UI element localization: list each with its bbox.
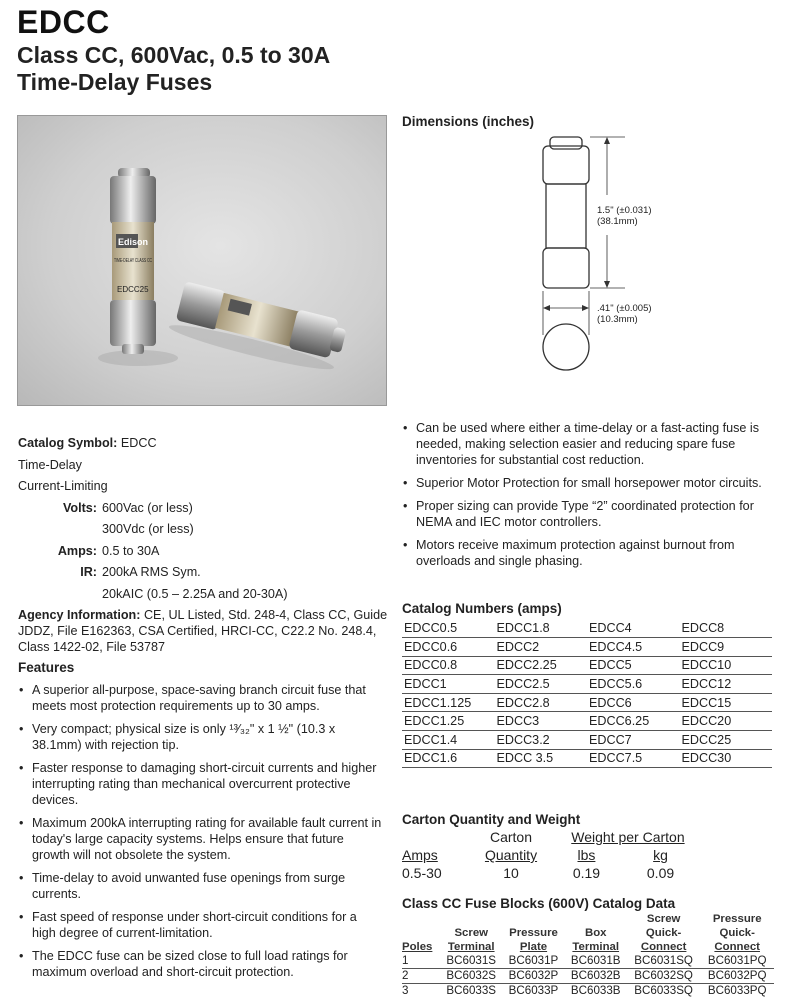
benefits-list: [402, 420, 772, 576]
time-delay-text: Time-Delay: [18, 457, 82, 472]
catalog-number: EDCC1.125: [402, 693, 495, 712]
subtitle-line-1: Class CC, 600Vac, 0.5 to 30A: [17, 42, 331, 68]
fuse-blocks-table: [402, 912, 774, 998]
carton-quantity: 10: [503, 865, 519, 881]
catalog-number: EDCC1: [402, 675, 495, 694]
header-line: Box: [584, 927, 607, 939]
fuse-blocks-heading: Class CC Fuse Blocks (600V) Catalog Data: [402, 896, 676, 911]
header-line: Pressure: [509, 927, 558, 939]
catalog-row: [402, 619, 772, 638]
catalog-number: EDCC0.6: [402, 638, 495, 657]
fuse-block-row: [402, 969, 774, 984]
fuse-block-part-number: BC6033PQ: [707, 984, 767, 997]
catalog-number: EDCC5.6: [587, 675, 680, 694]
carton-amps: 0.5-30: [402, 865, 442, 881]
feature-item: • Time-delay to avoid unwanted fuse openings from surge currents.: [18, 870, 383, 902]
header-line: Screw: [646, 913, 681, 925]
fuse-block-part-number: BC6032PQ: [700, 969, 774, 984]
catalog-number: EDCC9: [680, 638, 773, 657]
subtitle-line-2: Time-Delay Fuses: [17, 69, 213, 95]
carton-label: Carton: [489, 829, 533, 845]
catalog-number: EDCC2.8: [495, 693, 588, 712]
volts-dc: 300Vdc (or less): [102, 522, 194, 536]
col-kg: kg: [653, 847, 668, 863]
catalog-number: EDCC2.5: [495, 675, 588, 694]
agency-label: Agency Information:: [18, 608, 141, 622]
catalog-number: EDCC2.25: [495, 656, 588, 675]
catalog-number: EDCC 3.5: [495, 749, 588, 768]
poles-value: 1: [402, 954, 440, 969]
catalog-number: EDCC1.8: [495, 619, 588, 638]
amps-value: 0.5 to 30A: [102, 543, 160, 558]
length-inches: 1.5" (±0.031): [597, 205, 652, 216]
catalog-number: EDCC30: [680, 749, 773, 768]
col-quantity: Quantity: [484, 847, 538, 863]
length-mm: (38.1mm): [597, 216, 638, 227]
agency-value: CE, UL Listed, Std. 248-4, Class CC, Guide JDDZ, File E162363, CSA Certified, HRCI-CC, C22.2 No. 248.4, Class 1422-02, File 53787: [18, 608, 388, 654]
catalog-number: EDCC0.5: [402, 619, 495, 638]
fuse-block-part-number: BC6031B: [565, 954, 627, 969]
benefit-item: • Proper sizing can provide Type “2” coordinated protection for NEMA and IEC motor controllers.: [402, 498, 772, 530]
fuse-block-part-number: BC6032S: [440, 969, 502, 984]
benefit-item: • Motors receive maximum protection against burnout from overloads and single phasing.: [402, 537, 772, 569]
diameter-mm: (10.3mm): [597, 314, 638, 325]
poles-value: 3: [402, 984, 409, 997]
feature-item: • Very compact; physical size is only ¹³⁄₃₂" x 1 ½" (10.3 x 38.1mm) with rejection tip.: [18, 721, 383, 753]
header-line: Screw: [454, 927, 489, 939]
catalog-number: EDCC25: [680, 731, 773, 750]
fuse-brand-label: Edison: [118, 237, 149, 247]
feature-item: • Faster response to damaging short-circuit currents and higher interrupting rating than mechanical overcurrent protective devices.: [18, 760, 383, 808]
ir-label: IR:: [80, 565, 97, 579]
fuse-block-part-number: BC6033B: [570, 984, 621, 997]
fuse-block-part-number: BC6033S: [446, 984, 497, 997]
fuse-block-part-number: BC6033SQ: [634, 984, 693, 997]
ir-value-2: 20kAIC (0.5 – 2.25A and 20-30A): [102, 586, 288, 601]
fuse-type-label: TIME-DELAY CLASS CC: [114, 258, 153, 264]
catalog-number: EDCC12: [680, 675, 773, 694]
current-limiting-text: Current-Limiting: [18, 479, 108, 493]
fuse-code-label: EDCC25: [117, 285, 149, 294]
catalog-number: EDCC10: [680, 656, 773, 675]
fuse-block-column-header: [627, 912, 701, 954]
fuse-blocks-section: [402, 896, 774, 998]
amps-label: Amps:: [57, 543, 97, 558]
catalog-number: EDCC3: [495, 712, 588, 731]
catalog-symbol-label: Catalog Symbol:: [18, 436, 118, 450]
catalog-number: EDCC6: [587, 693, 680, 712]
catalog-row: [402, 675, 772, 694]
catalog-number: EDCC3.2: [495, 731, 588, 750]
ir-value-1: 200kA RMS Sym.: [102, 565, 201, 579]
agency-information: [18, 607, 388, 655]
carton-table: [402, 828, 702, 882]
header-line: Terminal: [572, 941, 620, 953]
specifications: [18, 433, 388, 655]
catalog-numbers-table: [402, 619, 772, 768]
header-line: Connect: [714, 941, 760, 953]
header-line: Terminal: [447, 941, 495, 953]
catalog-number: EDCC1.4: [402, 731, 495, 750]
catalog-number: EDCC20: [680, 712, 773, 731]
header-line: Quick-: [645, 927, 682, 939]
header-line: Quick-: [719, 927, 755, 939]
fuse-block-column-header: [700, 912, 774, 954]
catalog-number: EDCC5: [587, 656, 680, 675]
header-line: Pressure: [712, 913, 762, 925]
catalog-symbol-value: EDCC: [120, 436, 157, 450]
fuse-block-part-number: BC6032B: [565, 969, 627, 984]
catalog-row: [402, 638, 772, 657]
header-line: [402, 926, 440, 940]
fuse-block-part-number: BC6031P: [502, 954, 564, 969]
feature-item: • Maximum 200kA interrupting rating for available fault current in today's large capacity systems. Helps ensure that future growth will not obsolete the system.: [18, 815, 383, 863]
fuse-block-column-header: [502, 912, 564, 954]
catalog-numbers: [402, 601, 772, 768]
col-lbs: lbs: [577, 847, 596, 863]
fuse-block-part-number: BC6031PQ: [700, 954, 774, 969]
carton-heading: Carton Quantity and Weight: [402, 812, 581, 827]
product-photo: [17, 115, 387, 406]
catalog-number: EDCC0.8: [402, 656, 495, 675]
col-amps: Amps: [402, 847, 438, 863]
product-subtitle: [17, 42, 330, 96]
product-code-title: EDCC: [17, 4, 110, 40]
fuse-block-row: [402, 954, 774, 969]
carton-kg: 0.09: [646, 865, 675, 881]
volts-ac: 600Vac (or less): [102, 500, 193, 515]
fuse-block-column-header: [440, 912, 502, 954]
catalog-row: [402, 749, 772, 768]
fuse-block-part-number: BC6033P: [508, 984, 559, 997]
carton-lbs: 0.19: [572, 865, 601, 881]
fuse-block-part-number: BC6032P: [502, 969, 564, 984]
catalog-number: EDCC4.5: [587, 638, 680, 657]
feature-item: • A superior all-purpose, space-saving branch circuit fuse that meets most protection requirements up to 30 amps.: [18, 682, 383, 714]
catalog-number: EDCC15: [680, 693, 773, 712]
catalog-number: EDCC7: [587, 731, 680, 750]
fuse-photo-illustration: [18, 116, 387, 406]
fuse-dimension-diagram: [500, 135, 640, 380]
fuse-block-row: [402, 984, 774, 999]
catalog-numbers-heading: Catalog Numbers (amps): [402, 601, 562, 616]
catalog-number: EDCC1.6: [402, 749, 495, 768]
fuse-block-part-number: BC6031S: [440, 954, 502, 969]
features-heading: Features: [18, 660, 75, 675]
header-line: Connect: [640, 941, 687, 953]
catalog-number: EDCC1.25: [402, 712, 495, 731]
feature-item: • The EDCC fuse can be sized close to full load ratings for maximum overload and short-circuit protection.: [18, 948, 383, 980]
catalog-row: [402, 731, 772, 750]
fuse-block-part-number: BC6032SQ: [627, 969, 701, 984]
length-dimension: [597, 205, 652, 227]
catalog-number: EDCC6.25: [587, 712, 680, 731]
fuse-block-part-number: BC6031SQ: [627, 954, 701, 969]
header-line: Poles: [402, 941, 433, 953]
catalog-number: EDCC4: [587, 619, 680, 638]
catalog-row: [402, 712, 772, 731]
catalog-number: EDCC7.5: [587, 749, 680, 768]
poles-value: 2: [402, 969, 440, 984]
header-line: Plate: [519, 941, 548, 953]
catalog-symbol: [18, 433, 388, 455]
carton-section: [402, 812, 702, 882]
catalog-number: EDCC2: [495, 638, 588, 657]
feature-item: • Fast speed of response under short-circuit conditions for a high degree of current-limitation.: [18, 909, 383, 941]
benefit-item: • Superior Motor Protection for small horsepower motor circuits.: [402, 475, 772, 491]
weight-per-carton-label: Weight per Carton: [571, 829, 685, 845]
benefit-item: • Can be used where either a time-delay or a fast-acting fuse is needed, making selection easier and reducing spare fuse inventories for substantial cost reduction.: [402, 420, 772, 468]
catalog-row: [402, 693, 772, 712]
volts-label: Volts:: [62, 500, 97, 515]
fuse-block-column-header: [402, 912, 440, 954]
diameter-dimension: [597, 303, 652, 325]
features-section: [18, 660, 383, 987]
dimensions-heading: Dimensions (inches): [402, 114, 535, 129]
catalog-number: EDCC8: [680, 619, 773, 638]
fuse-block-column-header: [565, 912, 627, 954]
catalog-row: [402, 656, 772, 675]
diameter-inches: .41" (±0.005): [597, 303, 652, 314]
